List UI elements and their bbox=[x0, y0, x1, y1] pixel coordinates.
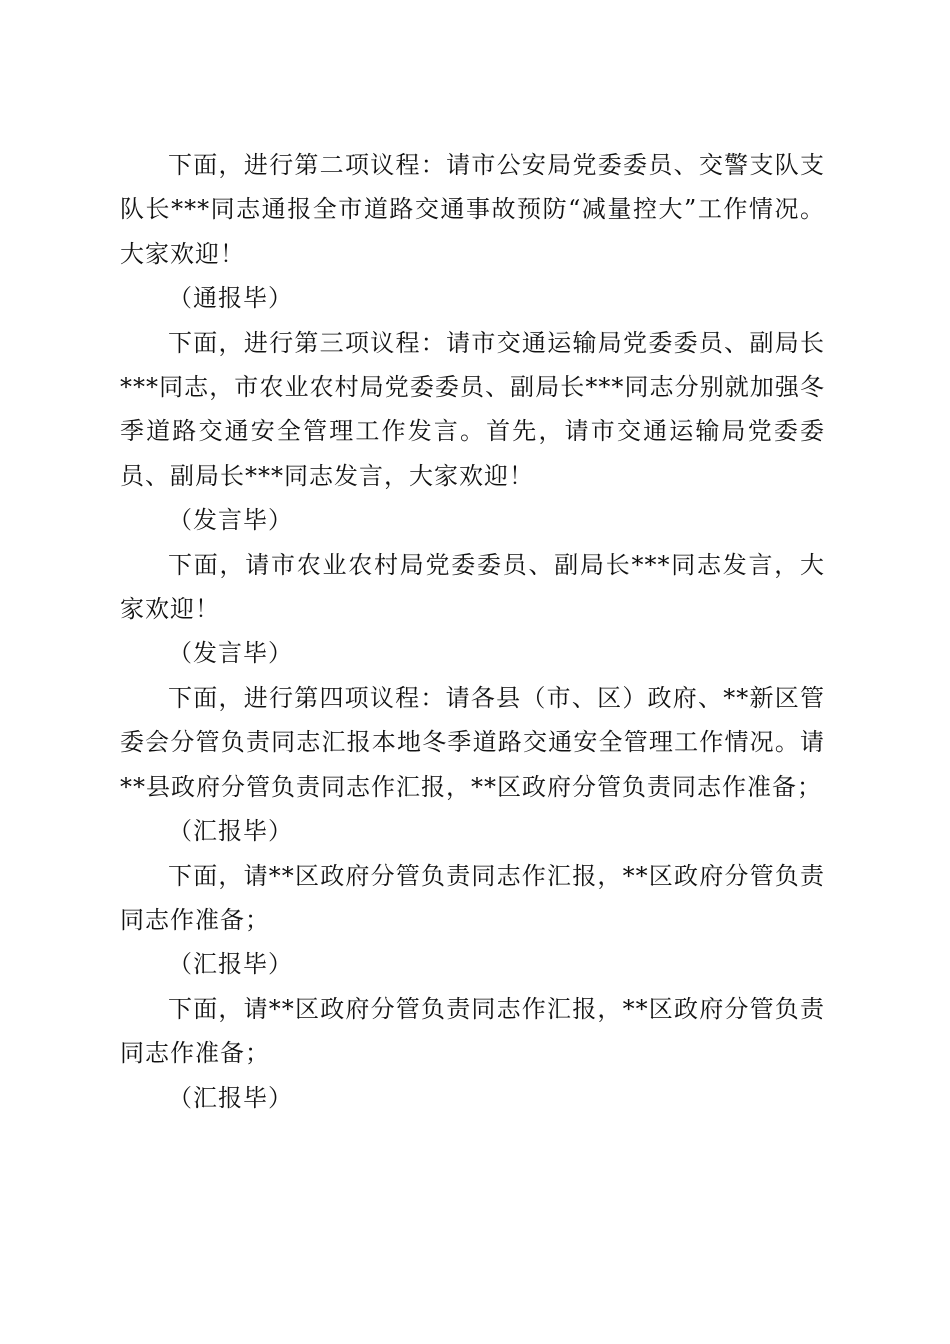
speech-end-note: （发言毕） bbox=[168, 506, 293, 535]
report-end-note: （汇报毕） bbox=[168, 950, 293, 979]
district-report-paragraph: 下面，请**区政府分管负责同志作汇报，**区政府分管负责同志作准备； bbox=[120, 994, 825, 1068]
district-report-paragraph: 下面，请**区政府分管负责同志作汇报，**区政府分管负责同志作准备； bbox=[120, 861, 825, 934]
report-end-note: （汇报毕） bbox=[168, 817, 293, 846]
document-body bbox=[120, 143, 825, 1120]
agenda-item-4-paragraph: 下面，进行第四项议程：请各县（市、区）政府、**新区管委会分管负责同志汇报本地冬季道路交通安全管理工作情况。请**县政府分管负责同志作汇报，**区政府分管负责同志作准备； bbox=[120, 683, 825, 801]
agenda-item-3-paragraph: 下面，进行第三项议程：请市交通运输局党委委员、副局长***同志，市农业农村局党委委员、副局长***同志分别就加强冬季道路交通安全管理工作发言。首先，请市交通运输局党委委员、副局长***同志发言，大家欢迎！ bbox=[120, 328, 825, 490]
agriculture-speech-paragraph: 下面，请市农业农村局党委委员、副局长***同志发言，大家欢迎！ bbox=[120, 550, 825, 624]
report-end-note: （汇报毕） bbox=[168, 1083, 293, 1112]
agenda-item-2-paragraph: 下面，进行第二项议程：请市公安局党委委员、交警支队支队长***同志通报全市道路交通事故预防“减量控大”工作情况。大家欢迎！ bbox=[120, 151, 825, 268]
report-end-note: （通报毕） bbox=[168, 284, 293, 313]
speech-end-note: （发言毕） bbox=[168, 639, 293, 668]
